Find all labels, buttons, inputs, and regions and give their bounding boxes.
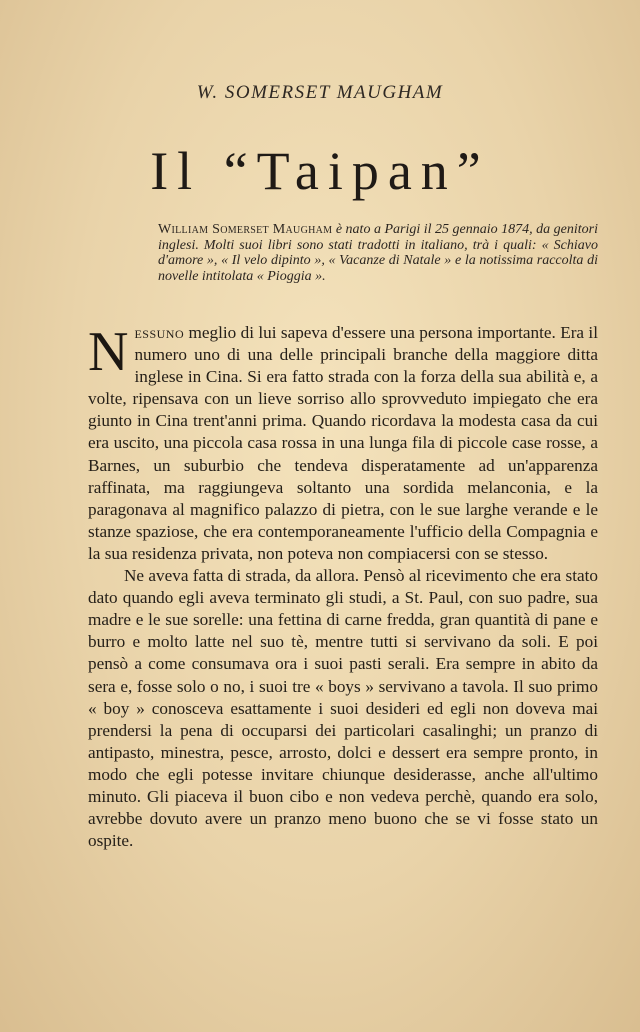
opening-small-caps: essuno (134, 323, 185, 342)
intro-author-name: William Somerset Maugham (158, 222, 333, 237)
drop-cap: N (88, 321, 129, 383)
paragraph-1 (88, 322, 598, 565)
paragraph-2: Ne aveva fatta di strada, da allora. Pensò al ricevimento che era stato dato quando egli aveva terminato gli studi, a St. Paul, con suo padre, sua madre e le sue sorelle: una fettina di carne fredda, gran quantità di pane e burro e molto latte nel suo tè, mentre tutti si servivano da soli. E poi pensò a come consumava ora i suoi pasti serali. Era sempre in abito da sera e, fosse solo o no, i suoi tre « boys » servivano a tavola. Il suo primo « boy » conosceva esattamente i suoi desideri ed egli non doveva mai prendersi la pena di occuparsi dei particolari casalinghi; un pranzo di antipasto, minestra, pesce, arrosto, dolci e dessert era sempre pronto, in modo che egli potesse invitare chiunque desiderasse, anche all'ultimo minuto. Gli piaceva il buon cibo e non vedeva perchè, quando era solo, avrebbe dovuto avere un pranzo meno buono che se vi fosse stato un ospite. (88, 566, 598, 851)
paragraph-1-text: meglio di lui sapeva d'essere una persona importante. Era il numero uno di una delle principali branche della maggiore ditta inglese in Cina. Si era fatto strada con la forza della sua abilità e, a volte, ripensava con un lieve sorriso allo sprovveduto impiegato che era giunto in Cina trent'anni prima. Quando ricordava la modesta casa da cui era uscito, una piccola casa rossa in una lunga fila di piccole case rosse, a Barnes, un suburbio che tendeva disperatamente ad un'apparenza raffinata, ma raggiungeva soltanto una sordida melanconia, e la paragonava al magnifico palazzo di pietra, con le sue larghe verande e le stanze spaziose, che era contemporaneamente l'ufficio della Compagnia e la sua residenza privata, non poteva non compiacersi con se stesso. (88, 323, 598, 563)
author-intro (158, 222, 598, 284)
story-body (88, 322, 598, 852)
story-title: Il “Taipan” (150, 141, 490, 201)
intro-text: è nato a Parigi il 25 gennaio 1874, da genitori inglesi. Molti suoi libri sono stati tradotti in italiano, trà i quali: « Schiavo d'amore », « Il velo dipinto », « Vacanze di Natale » e la notissima raccolta di novelle intitolata « Pioggia ». (158, 222, 598, 284)
author-header: W. SOMERSET MAUGHAM (196, 82, 444, 103)
